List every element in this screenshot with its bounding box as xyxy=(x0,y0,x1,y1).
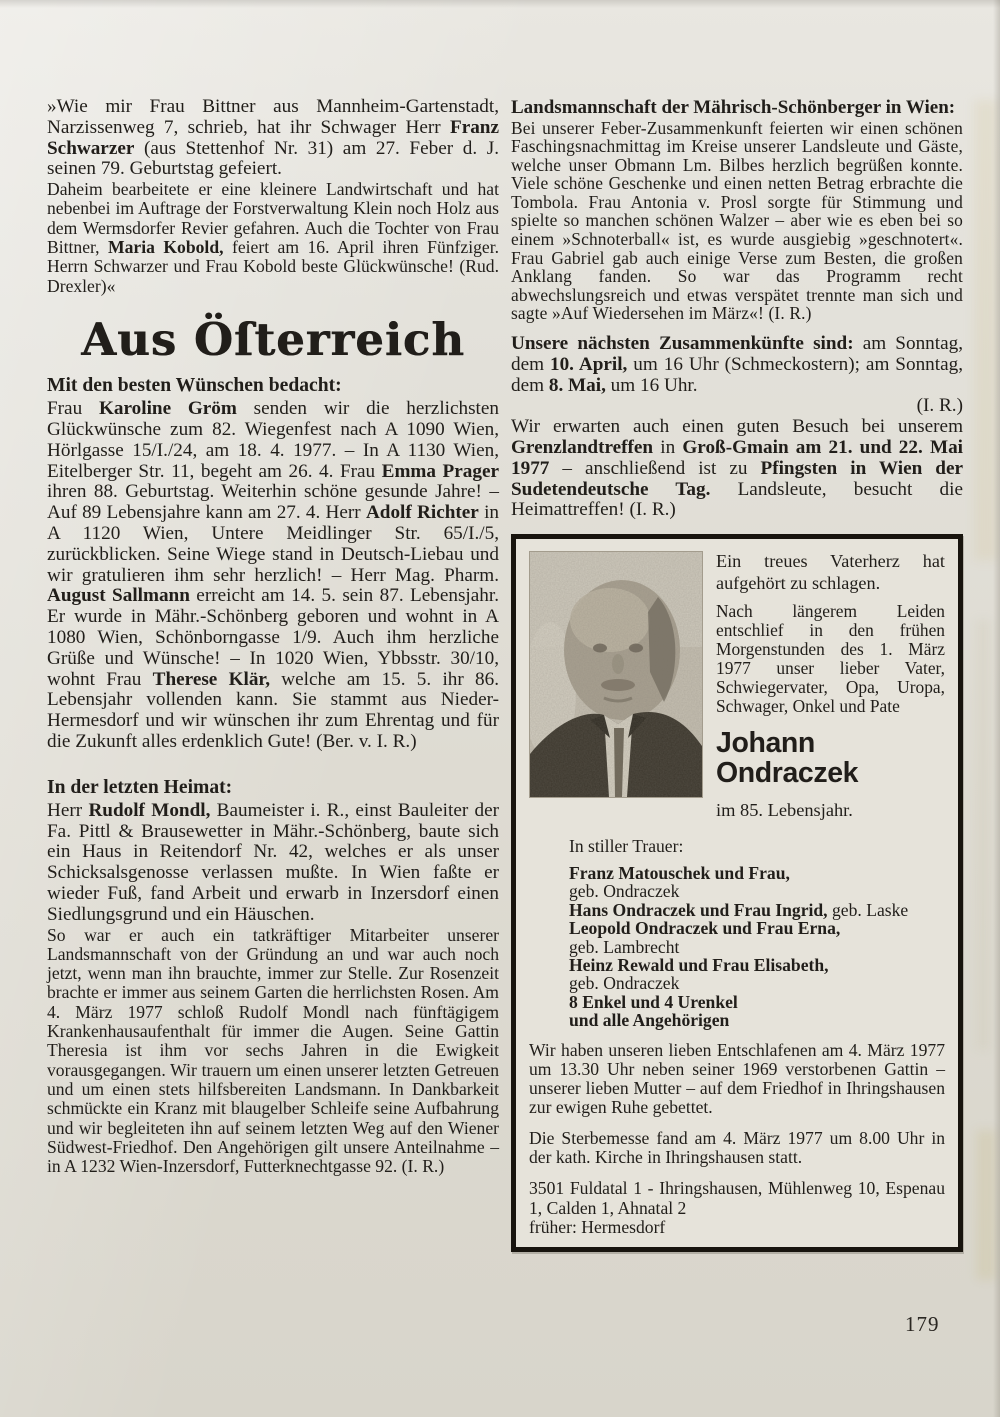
heimat-section-body: So war er auch ein tatkräftiger Mitarbeiter unserer Landsmannschaft von der Gründung an und war auch noch jetzt, wenn man ihn brauchte, immer zur Stelle. Zur Rosenzeit brachte er immer aus seinem Garten die herrlichsten Rosen. Am 4. März 1977 schloß Rudolf Mondl nach fünftägigem Krankenhausaufenthalt für immer die Augen. Seine Gattin Theresia ist ihm vor sechs Jahren in die Ewigkeit vorausgegangen. Wir trauern um einen unserer letzten Getreuen und um einen stets hilfsbereiten Landsmann. In Dankbarkeit schmückte ein Kranz mit blaugelber Schleife seine Aufbahrung und wir begleiteten ihn auf seinem letzten Weg auf den Wiener Südwest-Friedhof. Den Angehörigen gilt unsere Anteilnahme – in A 1232 Wien-Inzersdorf, Futterknechtgasse 92. (I. R.) xyxy=(47,924,499,1177)
page-number: 179 xyxy=(905,1312,940,1336)
mourners-block xyxy=(569,837,945,1029)
obituary-epigraph: Ein treues Vaterherz hat aufgehört zu schlagen. xyxy=(716,551,945,593)
obituary-mass-text: Die Sterbemesse fand am 4. März 1977 um 8.00 Uhr in der kath. Kirche in Ihringshausen statt. xyxy=(529,1127,945,1168)
obituary-header xyxy=(529,551,945,821)
club-section-title: Landsmannschaft der Mährisch-Schönberger in Wien: xyxy=(511,97,956,118)
obituary-announcement: Nach längerem Leiden entschlief in den frühen Morgenstunden des 1. März 1977 unser lieber Vater, Schwiegervater, Opa, Uropa, Schwager, Onkel und Pate xyxy=(716,601,945,716)
heimat-section-lead: Herr Rudolf Mondl, Baumeister i. R., einst Bauleiter der Fa. Pittl & Brausewetter in Mähr.-Schönberg, baute sich ein Haus in Reitendorf Nr. 42, welches er als unser Schicksalsgenosse verlassen mußte. In Wien faßte er wieder Fuß, fand Arbeit und erwarb in Inzersdorf einen Siedlungsgrund und ein Häuschen. xyxy=(47,799,500,925)
mourner-line: geb. Ondraczek xyxy=(569,881,680,902)
wishes-section-body: Frau Karoline Gröm senden wir die herzlichsten Glückwünsche zum 82. Wiegenfest nach A 1090 Wien, Hörlgasse 15/I./24, am 18. 4. 1977. – In A 1130 Wien, Eitelberger Str. 11, begeht am 26. 4. Frau Emma Prager ihren 88. Geburtstag. Weiterhin schöne gesunde Jahre! – Auf 89 Lebensjahre kann am 27. 4. Herr Adolf Richter in A 1120 Wien, Untere Meidlinger Str. 65/I./5, zurückblicken. Seine Wiege stand in Deutsch-Liebau und wir gratulieren ihm sehr herzlich! – Herr Mag. Pharm. August Sallmann erreicht am 14. 5. sein 87. Lebensjahr. Er wurde in Mähr.-Schönberg geboren und wohnt in A 1080 Wien, Schönborngasse 1/9. Auch ihm herzliche Grüße und Wünsche! – In 1020 Wien, Ybbsstr. 30/10, wohnt Frau Therese Klär, welche am 15. 5. ihr 86. Lebensjahr vollenden kann. Sie stammt aus Nieder-Hermesdorf und wir wünschen ihr zum Ehrentag und für die Zukunft alles erdenklich Gute! (Ber. v. I. R.) xyxy=(47,398,500,752)
club-section-body: Bei unserer Feber-Zusammenkunft feierten wir einen schönen Faschingsnachmittag im Kreise unserer Landsleute und Gäste, welche unser Obmann Lm. Bilbes herzlich begrüßen konnte. Viele schöne Geschenke und einen netten Betrag erbrachte die Tombola. Frau Antonia v. Prosl sorgte für Stimmung und spielte so manchen schönen Walzer – aber wie es eben bei so einem »Schnoterball« ist, es wurde ausgiebig »geschnotert«. Frau Gabriel gab auch einige Verse zum Besten, die großen Anklang fanden. So war das Programm recht abwechslungsreich und etwas verspätet trennte man sich und sagte »Auf Wiedersehen im März«! (I. R.) xyxy=(511,117,963,324)
obituary-former-residence: früher: Hermesdorf xyxy=(529,1216,666,1237)
obituary-header-text xyxy=(716,551,945,821)
heimat-section-title: In der letzten Heimat: xyxy=(47,776,233,798)
mourning-intro: In stiller Trauer: xyxy=(569,836,684,857)
deceased-portrait-photo xyxy=(529,551,703,798)
right-column xyxy=(511,97,963,1252)
mourner-line: 8 Enkel und 4 Urenkel xyxy=(569,991,738,1012)
mourner-line: Hans Ondraczek und Frau Ingrid, geb. Laske xyxy=(569,899,909,920)
meetings-signature: (I. R.) xyxy=(916,395,963,417)
mourner-line: geb. Ondraczek xyxy=(569,973,680,994)
deceased-name: Johann Ondraczek xyxy=(716,726,859,789)
mourner-line: geb. Lambrecht xyxy=(569,936,680,957)
deceased-age-line: im 85. Lebensjahr. xyxy=(716,800,853,821)
section-heading-aus-oesterreich: Aus Öſterreich xyxy=(81,312,465,366)
meetings-paragraph: Unsere nächsten Zusammenkünfte sind: am Sonntag, dem 10. April, um 16 Uhr (Schmeckostern); am Sonntag, dem 8. Mai, um 16 Uhr. xyxy=(511,333,963,396)
page-edge-bleed xyxy=(976,620,990,1050)
mourner-line: Leopold Ondraczek und Frau Erna, xyxy=(569,918,841,939)
mourner-line: und alle Angehörigen xyxy=(569,1010,730,1031)
mourner-line: Franz Matouschek und Frau, xyxy=(569,862,790,883)
meetings-more-paragraph: Wir erwarten auch einen guten Besuch bei unserem Grenzlandtreffen in Groß-Gmain am 21. und 22. Mai 1977 – anschließend ist zu Pfingsten in Wien der Sudetendeutsche Tag. Landsleute, besucht die Heimattreffen! (I. R.) xyxy=(511,416,963,521)
portrait-photo-illustration xyxy=(530,552,702,797)
obituary-address: 3501 Fuldatal 1 - Ihringshausen, Mühlenweg 10, Espenau 1, Calden 1, Ahnatal 2 xyxy=(529,1178,945,1218)
intro-paragraph-rest: Daheim bearbeitete er eine kleinere Landwirtschaft und hat nebenbei im Auftrage der Forstverwaltung Klein noch Holz aus dem Wermsdorfer Revier gefahren. Auch die Tochter von Frau Bittner, Maria Kobold, feiert am 16. April ihren Fünfziger. Herrn Schwarzer und Frau Kobold beste Glückwünsche! (Rud. Drexler)« xyxy=(47,179,499,296)
wishes-section-title: Mit den besten Wünschen bedacht: xyxy=(47,375,342,397)
obituary-burial-text: Wir haben unseren lieben Entschlafenen am 4. März 1977 um 13.30 Uhr neben seiner 1969 verstorbenen Gattin – unserer lieben Mutter – auf dem Friedhof in Ihringshausen zur ewigen Ruhe gebettet. xyxy=(529,1039,945,1118)
page-edge-bleed xyxy=(976,1130,996,1280)
intro-paragraph-lead: »Wie mir Frau Bittner aus Mannheim-Gartenstadt, Narzissenweg 7, schrieb, hat ihr Schwager Herr Franz Schwarzer (aus Stettenhof Nr. 31) am 27. Feber d. J. seinen 79. Geburtstag gefeiert. xyxy=(47,96,499,180)
mourners-list xyxy=(569,864,945,1030)
obituary-notice xyxy=(511,534,963,1252)
left-column xyxy=(47,97,499,1176)
page-edge-bleed xyxy=(974,100,998,560)
mourner-line: Heinz Rewald und Frau Elisabeth, xyxy=(569,954,829,975)
